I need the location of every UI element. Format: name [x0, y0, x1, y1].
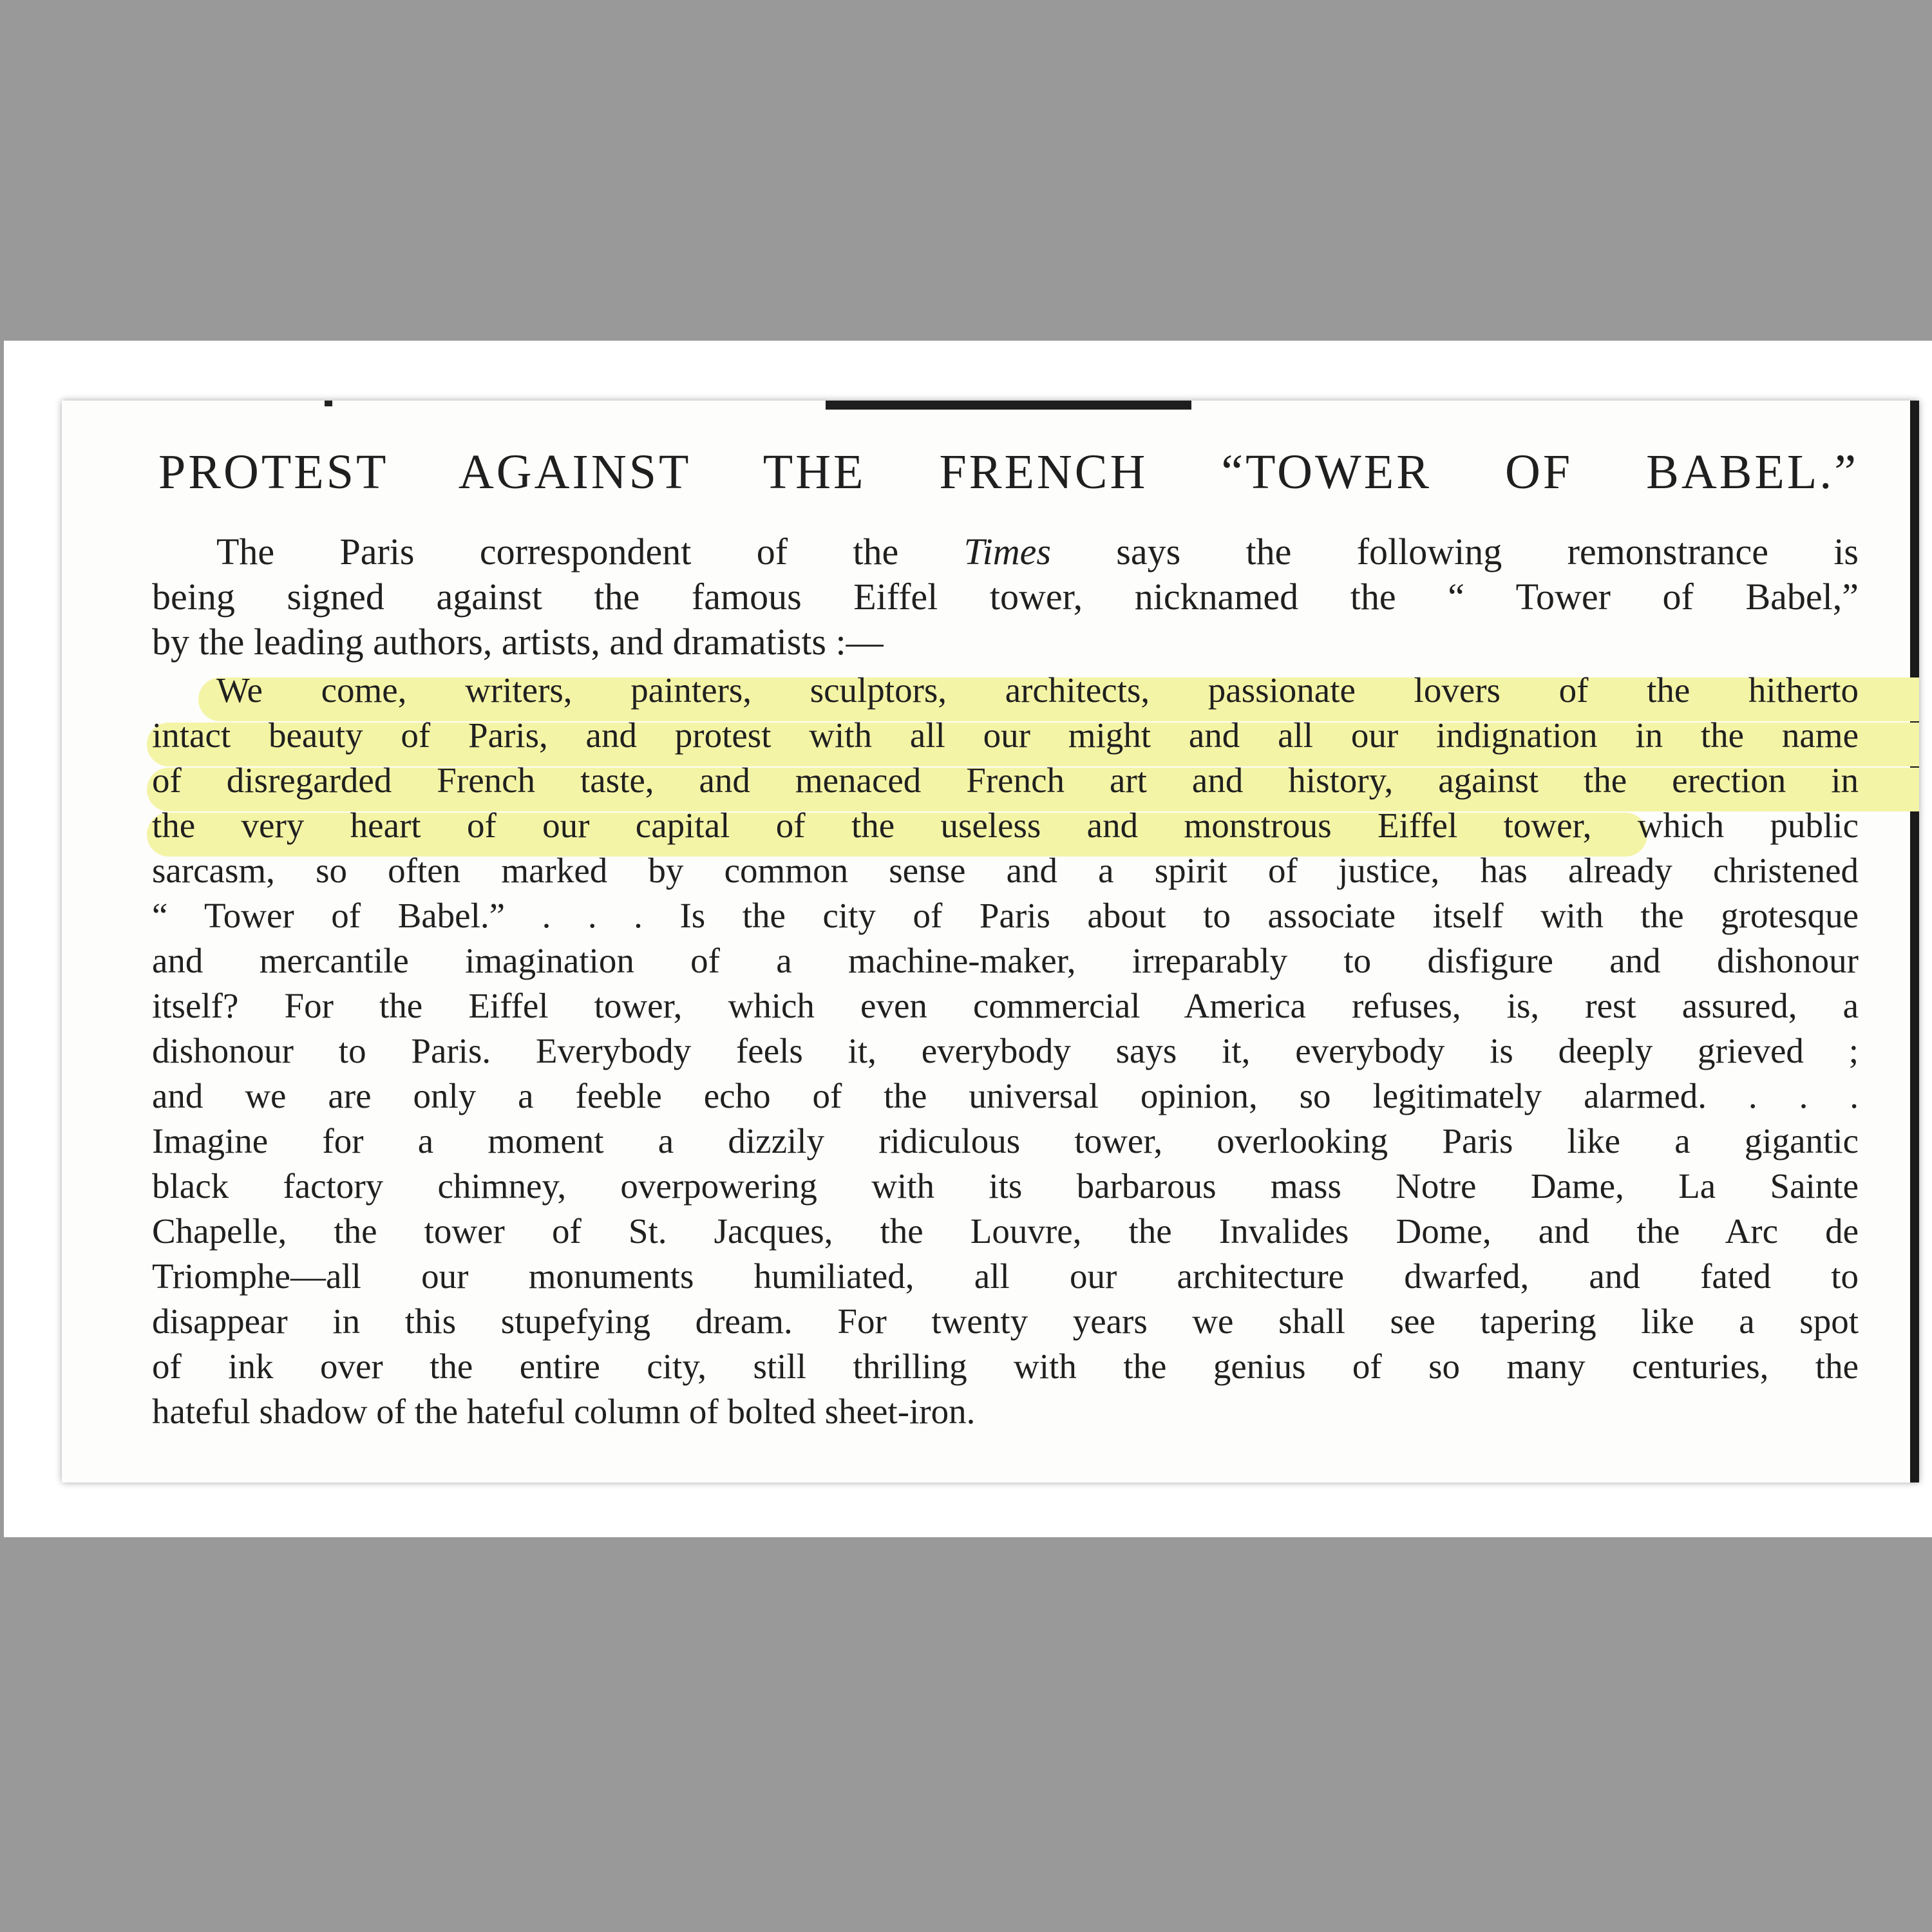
newspaper-name: Times — [963, 531, 1051, 573]
column-top-rule — [826, 401, 1191, 410]
protest-quote-paragraph — [152, 668, 1859, 1434]
quote-line: “ Tower of Babel.” . . . Is the city of Paris about to associate itself with the grotesque — [152, 896, 1859, 935]
column-rule-fragment — [325, 401, 332, 406]
quote-line: intact beauty of Paris, and protest with all our might and all our indignation in the name — [152, 715, 1859, 755]
intro-text: says the following remonstrance is — [1050, 531, 1859, 573]
quote-line: and mercantile imagination of a machine-maker, irreparably to disfigure and dishonour — [152, 941, 1859, 980]
intro-line — [152, 529, 1859, 574]
quote-line: of disregarded French taste, and menaced French art and history, against the erection in — [152, 761, 1859, 800]
quote-line: Chapelle, the tower of St. Jacques, the Louvre, the Invalides Dome, and the Arc de — [152, 1211, 1859, 1251]
intro-line: being signed against the famous Eiffel tower, nicknamed the “ Tower of Babel,” — [152, 576, 1859, 618]
intro-line: by the leading authors, artists, and dramatists :— — [152, 621, 884, 663]
quote-line: dishonour to Paris. Everybody feels it, everybody says it, everybody is deeply grieved ; — [152, 1031, 1859, 1070]
newspaper-clipping — [62, 401, 1919, 1482]
quote-line: disappear in this stupefying dream. For twenty years we shall see tapering like a spot — [152, 1302, 1859, 1341]
article-headline: PROTEST AGAINST THE FRENCH “TOWER OF BABEL.” — [158, 445, 1859, 499]
quote-line: We come, writers, painters, sculptors, architects, passionate lovers of the hitherto — [216, 670, 1859, 710]
intro-paragraph — [152, 529, 1859, 665]
quote-line: sarcasm, so often marked by common sense and a spirit of justice, has already christened — [152, 851, 1859, 890]
quote-line: itself? For the Eiffel tower, which even commercial America refuses, is, rest assured, a — [152, 986, 1859, 1025]
quote-line: Triomphe—all our monuments humiliated, all our architecture dwarfed, and fated to — [152, 1256, 1859, 1296]
quote-line: Imagine for a moment a dizzily ridiculous tower, overlooking Paris like a gigantic — [152, 1121, 1859, 1160]
quote-line: of ink over the entire city, still thrilling with the genius of so many centuries, the — [152, 1347, 1859, 1386]
quote-line: hateful shadow of the hateful column of bolted sheet-iron. — [152, 1392, 976, 1431]
quote-line: and we are only a feeble echo of the universal opinion, so legitimately alarmed. . . . — [152, 1076, 1859, 1115]
quote-line: the very heart of our capital of the useless and monstrous Eiffel tower, which public — [152, 806, 1859, 845]
intro-text: The Paris correspondent of the — [216, 531, 964, 573]
quote-line: black factory chimney, overpowering with its barbarous mass Notre Dame, La Sainte — [152, 1166, 1859, 1206]
column-right-rule — [1910, 401, 1919, 1482]
